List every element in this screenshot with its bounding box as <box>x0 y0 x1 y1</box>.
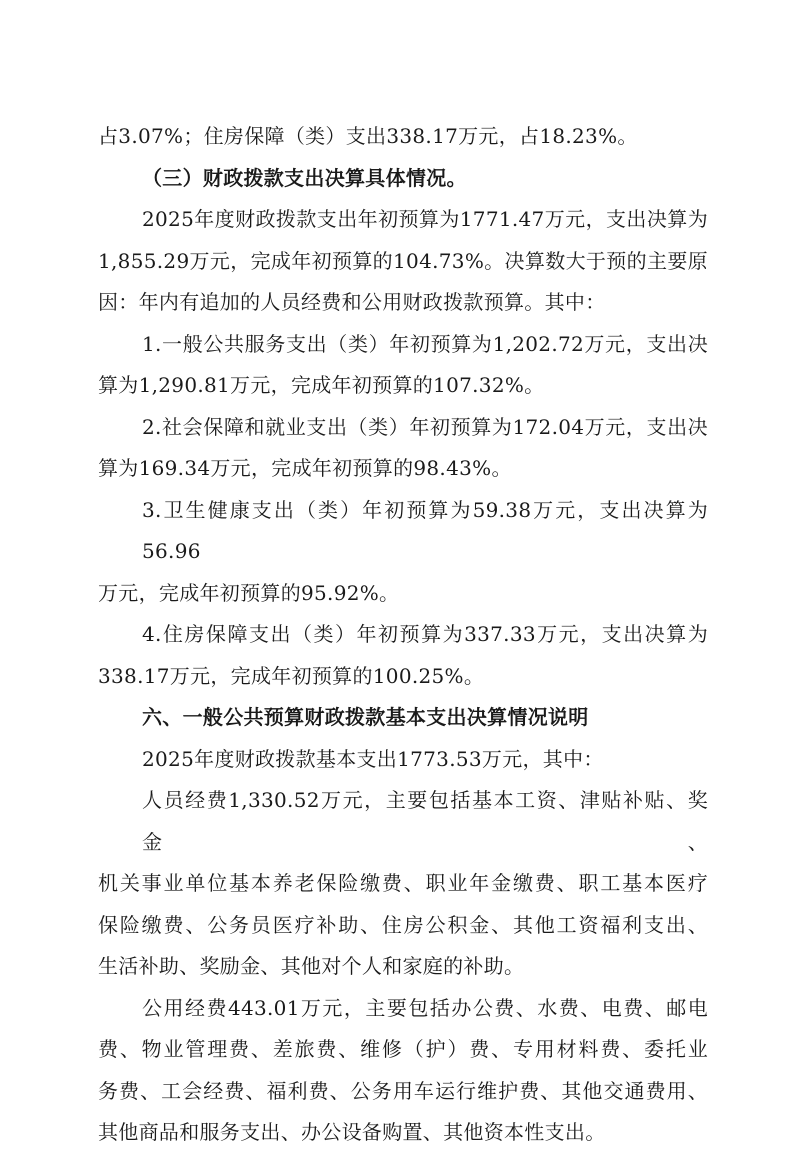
text-line: 其他商品和服务支出、办公设备购置、其他资本性支出。 <box>98 1120 606 1144</box>
text-line: 务费、工会经费、福利费、公务用车运行维护费、其他交通费用、 <box>98 1078 708 1103</box>
text-line: 338.17万元，完成年初预算的100.25%。 <box>98 663 485 688</box>
text-line: 人员经费1,330.52万元，主要包括基本工资、津贴补贴、奖金、 <box>142 788 708 854</box>
text-line: 费、物业管理费、差旅费、维修（护）费、专用材料费、委托业 <box>98 1037 708 1061</box>
text-line: 占3.07%；住房保障（类）支出338.17万元，占18.23%。 <box>98 124 638 148</box>
text-line: 生活补助、奖励金、其他对个人和家庭的补助。 <box>98 954 525 978</box>
text-line: 因：年内有追加的人员经费和公用财政拨款预算。其中： <box>98 290 606 314</box>
text-line: 2025年度财政拨款基本支出1773.53万元，其中： <box>142 746 604 771</box>
text-line: 机关事业单位基本养老保险缴费、职业年金缴费、职工基本医疗 <box>98 871 708 895</box>
text-line: 保险缴费、公务员医疗补助、住房公积金、其他工资福利支出、 <box>98 912 708 937</box>
text-line: 1,855.29万元，完成年初预算的104.73%。决算数大于预的主要原 <box>98 248 708 273</box>
text-line: 公用经费443.01万元，主要包括办公费、水费、电费、邮电 <box>142 995 708 1020</box>
text-line: 1.一般公共服务支出（类）年初预算为1,202.72万元，支出决 <box>142 331 708 356</box>
section-heading: 六、一般公共预算财政拨款基本支出决算情况说明 <box>142 705 589 729</box>
text-line: 3.卫生健康支出（类）年初预算为59.38万元，支出决算为56.96 <box>142 497 708 563</box>
text-line: 4.住房保障支出（类）年初预算为337.33万元，支出决算为 <box>142 622 708 646</box>
text-line: 2025年度财政拨款支出年初预算为1771.47万元，支出决算为 <box>142 207 708 231</box>
section-heading: （三）财政拨款支出决算具体情况。 <box>142 165 467 190</box>
text-line: 算为1,290.81万元，完成年初预算的107.32%。 <box>98 373 545 397</box>
text-line: 2.社会保障和就业支出（类）年初预算为172.04万元，支出决 <box>142 414 708 439</box>
text-line: 算为169.34万元，完成年初预算的98.43%。 <box>98 456 512 480</box>
text-line: 万元，完成年初预算的95.92%。 <box>98 580 400 605</box>
